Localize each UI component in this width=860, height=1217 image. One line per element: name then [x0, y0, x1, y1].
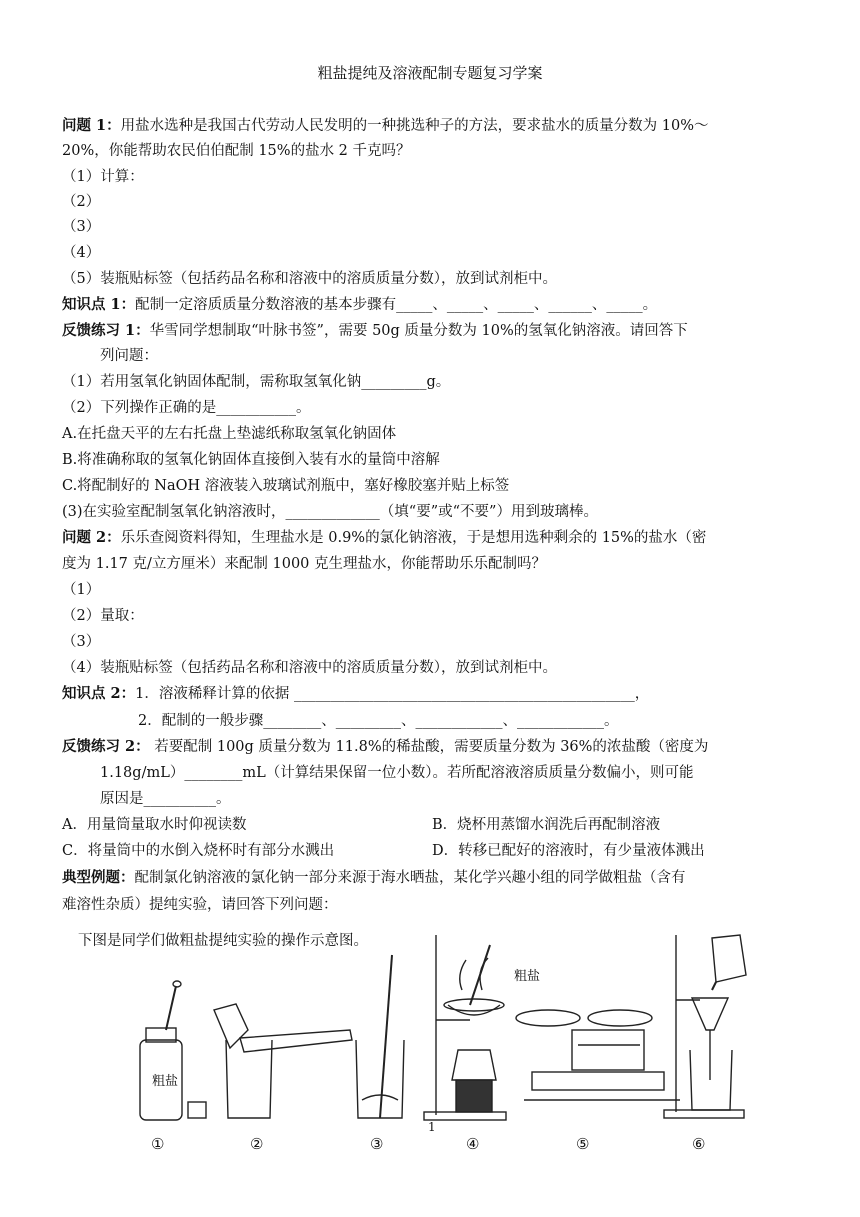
question-2-label: 问题 2： [62, 529, 121, 546]
balance-illustration [516, 1010, 680, 1100]
feedback-2-option-b: B．烧杯用蒸馏水润洗后再配制溶液 [432, 817, 661, 833]
feedback-2-label: 反馈练习 2： [62, 738, 150, 755]
example-label: 典型例题： [62, 869, 135, 886]
figure-number-3: ③ [370, 1135, 384, 1153]
feedback-2-line-1 [62, 736, 708, 758]
example-line-2: 难溶性杂质）提纯实验，请回答下列问题： [62, 897, 338, 913]
page-number: 1 [428, 1120, 436, 1134]
feedback-1-question-1: （1）若用氢氧化钠固体配制，需称取氢氧化钠_________g。 [62, 374, 451, 390]
example-line-3: 下图是同学们做粗盐提纯实验的操作示意图。 [78, 933, 368, 949]
feedback-1-line-2: 列问题： [100, 348, 158, 364]
feedback-2-option-c: C．将量筒中的水倒入烧杯时有部分水溅出 [62, 843, 335, 859]
question-1-step: （2） [62, 194, 101, 210]
question-2-step: （2）量取： [62, 608, 144, 624]
question-2-step: （3） [62, 634, 101, 650]
question-1-text: 用盐水选种是我国古代劳动人民发明的一种挑选种子的方法，要求盐水的质量分数为 10%～ [120, 118, 709, 134]
example-text: 配制氯化钠溶液的氯化钠一部分来源于海水晒盐，某化学兴趣小组的同学做粗盐（含有 [134, 870, 686, 886]
stirring-beaker-illustration [356, 955, 404, 1118]
knowledge-point-2-line-2: 2．配制的一般步骤________、_________、____________、____________。 [138, 713, 619, 729]
knowledge-point-2-label: 知识点 2： [62, 685, 136, 702]
feedback-1-option-b: B.将准确称取的氢氧化钠固体直接倒入装有水的量筒中溶解 [62, 452, 440, 468]
question-2-step: （1） [62, 582, 101, 598]
feedback-2-text: 若要配制 100g 质量分数为 11.8%的稀盐酸，需要质量分数为 36%的浓盐酸（密度为 [149, 739, 709, 755]
feedback-1-label: 反馈练习 1： [62, 322, 150, 339]
question-1-step: （4） [62, 245, 101, 261]
knowledge-point-1 [62, 294, 657, 316]
evaporation-illustration [424, 935, 506, 1120]
question-2-step: （4）装瓶贴标签（包括药品名称和溶液中的溶质质量分数），放到试剂柜中。 [62, 660, 557, 676]
feedback-1-line-1 [62, 320, 688, 342]
feedback-2-line-3: 原因是__________。 [100, 791, 231, 807]
coarse-salt-label-jar: 粗盐 [152, 1074, 179, 1089]
question-1-label: 问题 1： [62, 117, 121, 134]
feedback-2-option-d: D．转移已配好的溶液时，有少量液体溅出 [432, 843, 705, 859]
reagent-jar-illustration [140, 981, 206, 1120]
coarse-salt-label-balance: 粗盐 [514, 969, 541, 984]
knowledge-point-2-line-1 [62, 683, 649, 705]
question-1-step: （3） [62, 219, 101, 235]
knowledge-point-2-text: 1．溶液稀释计算的依据 _______________________________________________， [135, 686, 650, 702]
question-1-step: （1）计算： [62, 169, 144, 185]
question-1-line-2: 20%，你能帮助农民伯伯配制 15%的盐水 2 千克吗？ [62, 143, 411, 159]
feedback-1-option-a: A.在托盘天平的左右托盘上垫滤纸称取氢氧化钠固体 [62, 426, 397, 442]
question-1-line-1 [62, 115, 708, 137]
question-2-line-2: 度为 1.17 克/立方厘米）来配制 1000 克生理盐水，你能帮助乐乐配制吗？ [62, 556, 547, 572]
figure-number-6: ⑥ [692, 1135, 706, 1153]
knowledge-point-1-label: 知识点 1： [62, 296, 136, 313]
figure-number-4: ④ [466, 1135, 480, 1153]
feedback-1-question-3: (3)在实验室配制氢氧化钠溶液时，_____________（填“要”或“不要”）用到玻璃棒。 [62, 504, 598, 520]
feedback-2-option-a: A．用量筒量取水时仰视读数 [62, 817, 247, 833]
knowledge-point-1-text: 配制一定溶质质量分数溶液的基本步骤有_____、_____、_____、______、_____。 [135, 297, 658, 313]
feedback-1-option-c: C.将配制好的 NaOH 溶液装入玻璃试剂瓶中，塞好橡胶塞并贴上标签 [62, 478, 510, 494]
question-1-step: （5）装瓶贴标签（包括药品名称和溶液中的溶质质量分数），放到试剂柜中。 [62, 271, 557, 287]
figure-number-1: ① [151, 1135, 165, 1153]
figure-number-5: ⑤ [576, 1135, 590, 1153]
feedback-2-line-2: 1.18g/mL）________mL（计算结果保留一位小数）。若所配溶液溶质质量分数偏小，则可能 [100, 765, 694, 781]
filtration-illustration [664, 935, 746, 1118]
question-2-line-1 [62, 527, 706, 549]
example-line-1 [62, 867, 686, 889]
question-2-text: 乐乐查阅资料得知，生理盐水是 0.9%的氯化钠溶液，于是想用选种剩余的 15%的盐水（密 [120, 530, 707, 546]
feedback-1-text: 华雪同学想制取“叶脉书签”，需要 50g 质量分数为 10%的氢氧化钠溶液。请回答下 [149, 323, 688, 339]
beaker-illustration [214, 1004, 352, 1118]
feedback-1-question-2: （2）下列操作正确的是___________。 [62, 400, 311, 416]
figure-number-2: ② [250, 1135, 264, 1153]
page-title: 粗盐提纯及溶液配制专题复习学案 [317, 64, 543, 82]
